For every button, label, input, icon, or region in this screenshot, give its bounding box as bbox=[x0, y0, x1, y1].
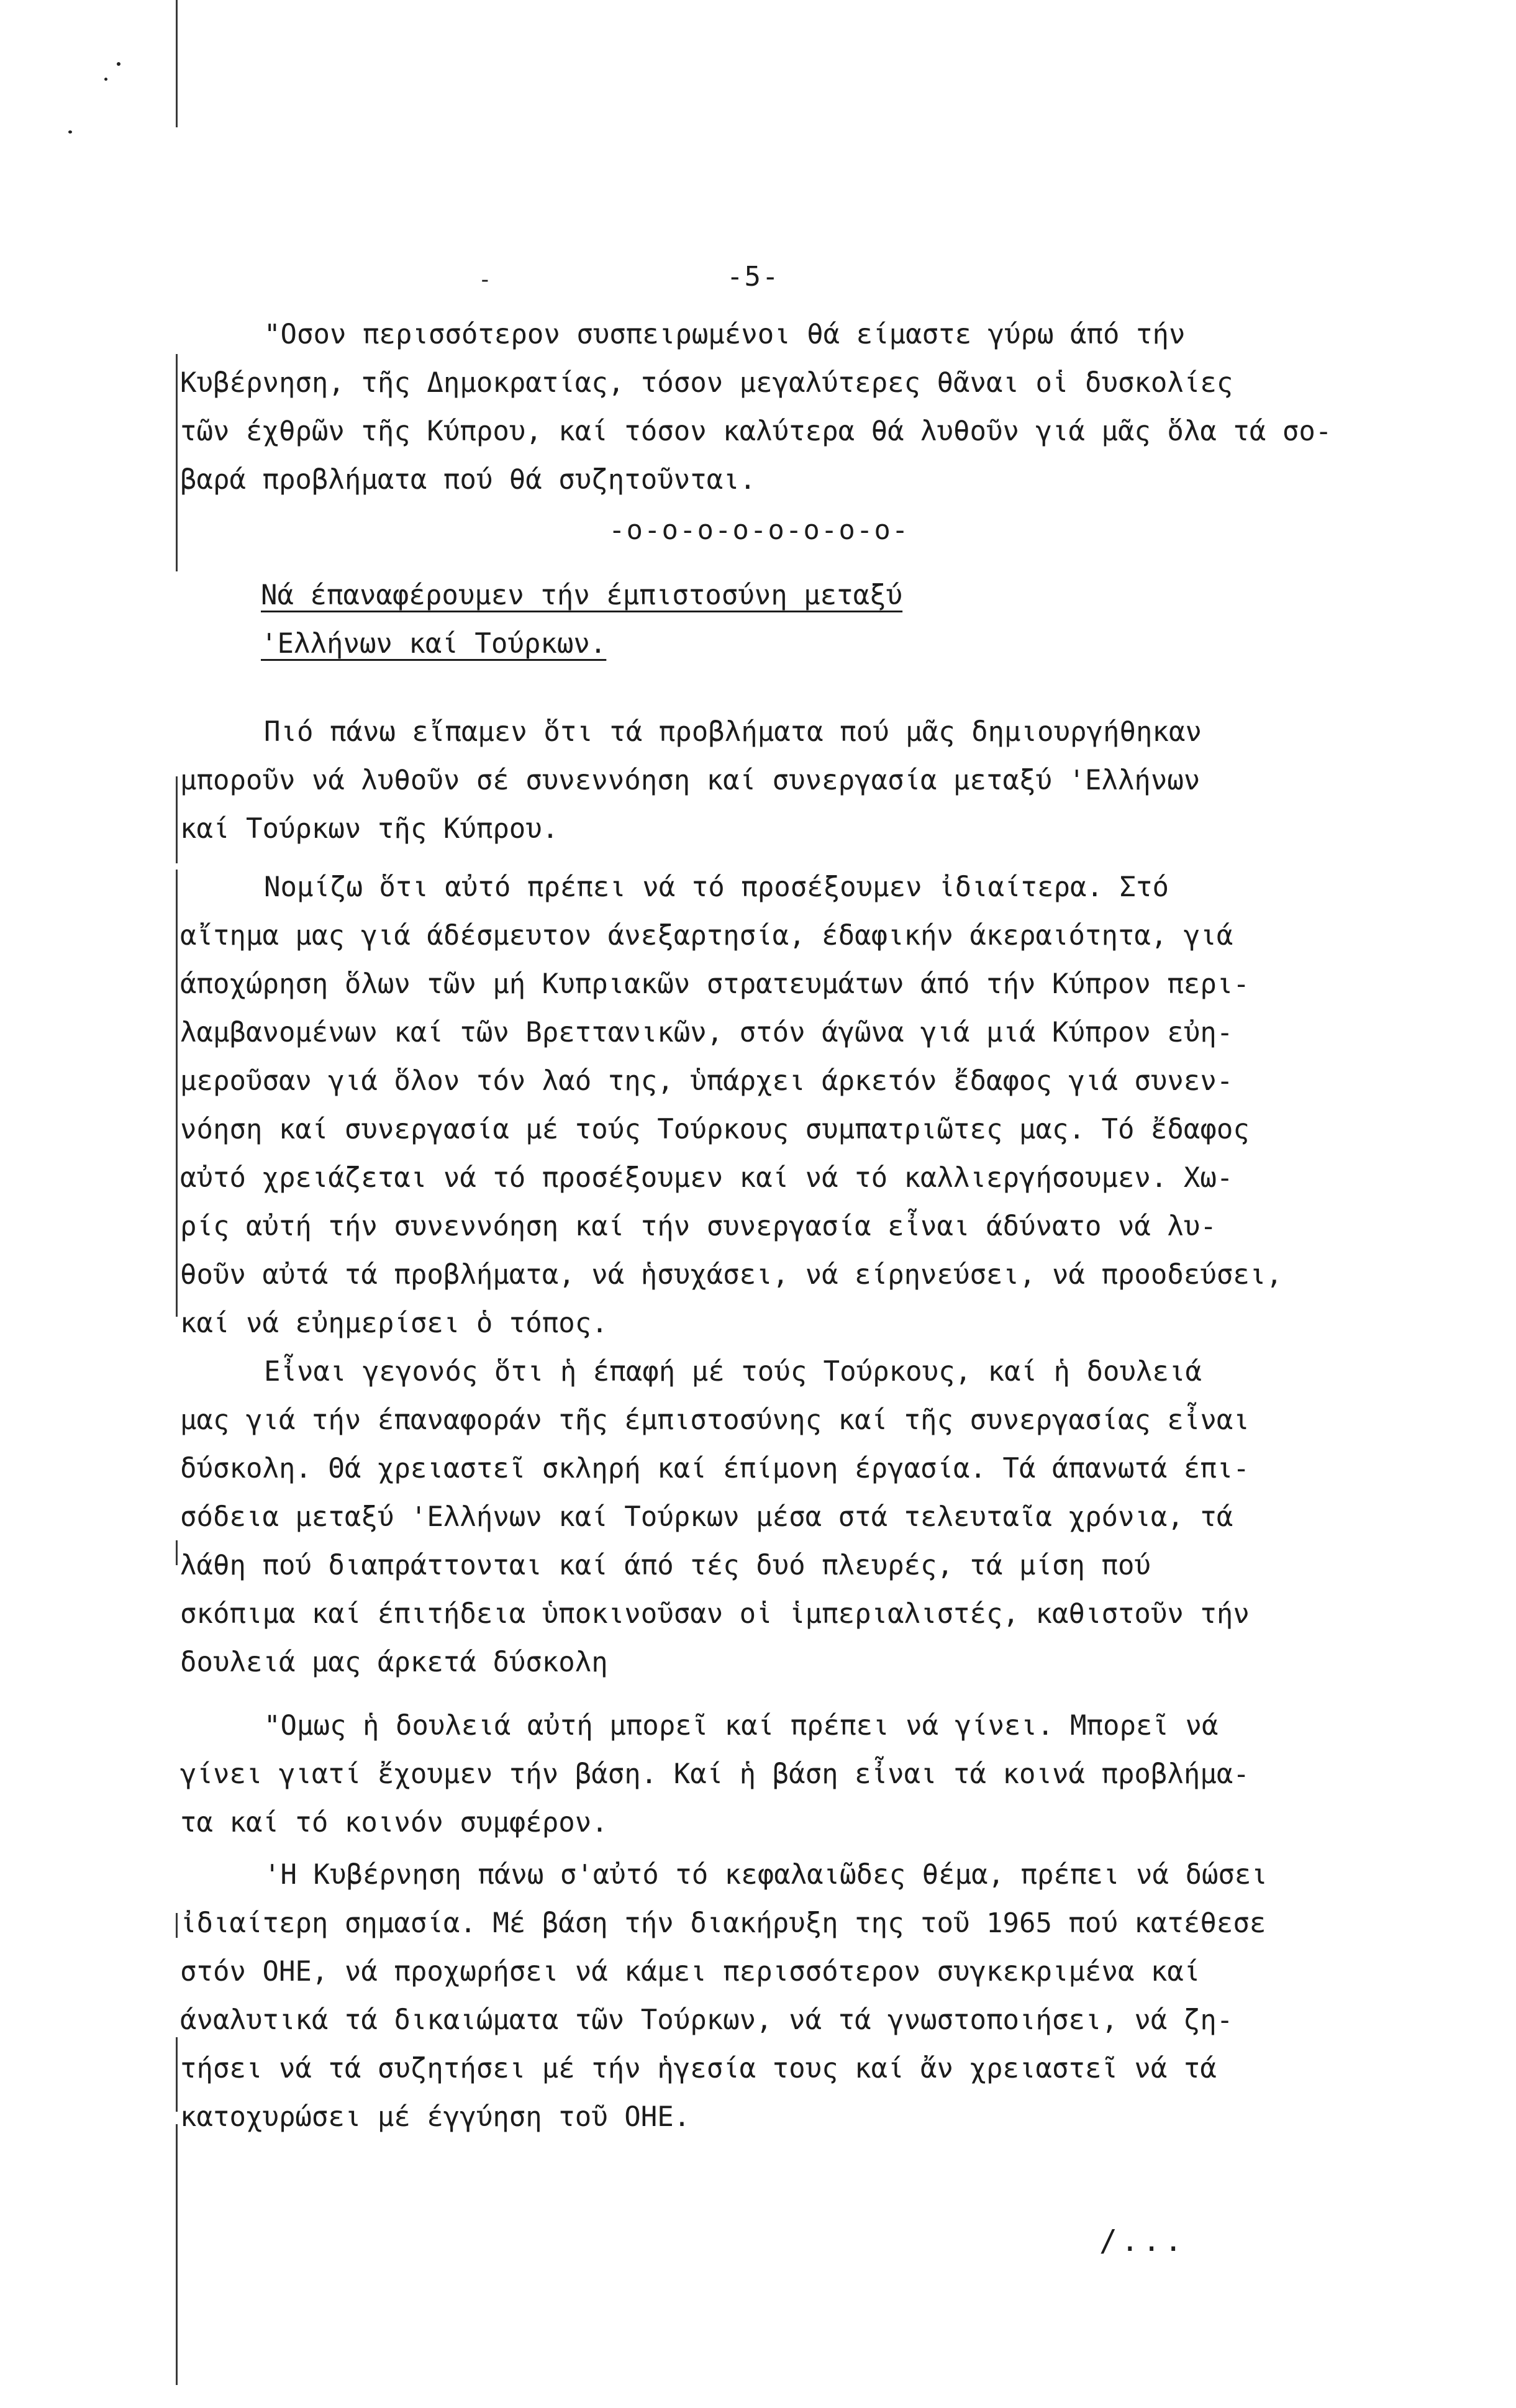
text-line: ἰδιαίτερη σημασία. Μέ βάση τήν διακήρυξη της τοῦ 1965 πού κατέθεσε bbox=[180, 1907, 1266, 1939]
text-line: νόηση καί συνεργασία μέ τούς Τούρκους συμπατριῶτες μας. Τό ἔδαφος bbox=[180, 1114, 1250, 1145]
text-line: δύσκολη. Θά χρειαστεῖ σκληρή καί έπίμονη έργασία. Τά άπανωτά έπι- bbox=[180, 1453, 1250, 1484]
paragraph-3 bbox=[180, 863, 1466, 1348]
continuation-mark: /... bbox=[1099, 2224, 1186, 2258]
text-line: τῶν έχθρῶν τῆς Κύπρου, καί τόσον καλύτερα θά λυθοῦν γιά μᾶς ὅλα τά σο- bbox=[180, 416, 1332, 447]
text-line: βαρά προβλήματα πού θά συζητοῦνται. bbox=[180, 464, 756, 496]
margin-line bbox=[176, 2037, 178, 2112]
text-line: θοῦν αὐτά τά προβλήματα, νά ἡσυχάσει, νά είρηνεύσει, νά προοδεύσει, bbox=[180, 1259, 1282, 1291]
text-line: καί νά εὐημερίσει ὁ τόπος. bbox=[180, 1307, 608, 1339]
text-line: ρίς αὐτή τήν συνεννόηση καί τήν συνεργασία εἶναι άδύνατο νά λυ- bbox=[180, 1211, 1217, 1242]
margin-line bbox=[176, 354, 178, 571]
text-line: Εἶναι γεγονός ὅτι ἡ έπαφή μέ τούς Τούρκους, καί ἡ δουλειά bbox=[264, 1356, 1202, 1388]
margin-line bbox=[176, 2124, 178, 2385]
margin-line bbox=[176, 1913, 178, 1938]
text-line: λαμβανομένων καί τῶν Βρεττανικῶν, στόν άγῶνα γιά μιά Κύπρον εὐη- bbox=[180, 1017, 1233, 1048]
text-line: μεροῦσαν γιά ὅλον τόν λαό της, ὑπάρχει άρκετόν ἔδαφος γιά συνεν- bbox=[180, 1065, 1233, 1097]
text-line: Πιό πάνω εἴπαμεν ὅτι τά προβλήματα πού μᾶς δημιουργήθηκαν bbox=[264, 716, 1202, 748]
heading-line bbox=[180, 571, 1466, 620]
scan-speck bbox=[104, 78, 107, 81]
text-line: λάθη πού διαπράττονται καί άπό τές δυό πλευρές, τά μίση πού bbox=[180, 1550, 1151, 1581]
text-line: άναλυτικά τά δικαιώματα τῶν Τούρκων, νά τά γνωστοποιήσει, νά ζη- bbox=[180, 2004, 1233, 2036]
text-line: αἴτημα μας γιά άδέσμευτον άνεξαρτησία, έδαφικήν άκεραιότητα, γιά bbox=[180, 920, 1233, 952]
text-line: Κυβέρνηση, τῆς Δημοκρατίας, τόσον μεγαλύτερες θᾶναι οἱ δυσκολίες bbox=[180, 367, 1233, 399]
margin-line bbox=[176, 870, 178, 1317]
text-line: Νομίζω ὅτι αὐτό πρέπει νά τό προσέξουμεν ἰδιαίτερα. Στό bbox=[264, 871, 1169, 903]
paragraph-6 bbox=[180, 1851, 1466, 2142]
text-line: στόν ΟΗΕ, νά προχωρήσει νά κάμει περισσότερον συγκεκριμένα καί bbox=[180, 1956, 1201, 1988]
text-line: γίνει γιατί ἔχουμεν τήν βάση. Καί ἡ βάση εἶναι τά κοινά προβλήμα- bbox=[180, 1758, 1250, 1790]
heading-text: Νά έπαναφέρουμεν τήν έμπιστοσύνη μεταξύ bbox=[261, 579, 903, 611]
text-line: τήσει νά τά συζητήσει μέ τήν ἡγεσία τους καί ἄν χρειαστεῖ νά τά bbox=[180, 2053, 1217, 2084]
margin-line bbox=[176, 0, 178, 127]
scan-speck bbox=[68, 130, 72, 134]
paragraph-1 bbox=[180, 311, 1466, 504]
text-line: κατοχυρώσει μέ έγγύηση τοῦ ΟΗΕ. bbox=[180, 2101, 691, 2133]
margin-line bbox=[176, 1540, 178, 1565]
heading-text: 'Ελλήνων καί Τούρκων. bbox=[261, 628, 607, 660]
text-line: άποχώρηση ὅλων τῶν μή Κυπριακῶν στρατευμάτων άπό τήν Κύπρον περι- bbox=[180, 968, 1250, 1000]
text-line: σκόπιμα καί έπιτήδεια ὑποκινοῦσαν οἱ ἱμπεριαλιστές, καθιστοῦν τήν bbox=[180, 1598, 1250, 1630]
top-mark: - bbox=[478, 267, 492, 293]
text-line: δουλειά μας άρκετά δύσκολη bbox=[180, 1647, 608, 1678]
scan-speck bbox=[117, 62, 120, 66]
page-number: -5- bbox=[727, 261, 780, 293]
heading-line bbox=[180, 620, 1466, 668]
text-line: "Ομως ἡ δουλειά αὐτή μπορεῖ καί πρέπει νά γίνει. Μπορεῖ νά bbox=[264, 1710, 1219, 1742]
section-separator: -o-o-o-o-o-o-o-o- bbox=[609, 514, 910, 546]
text-line: αὐτό χρειάζεται νά τό προσέξουμεν καί νά τό καλλιεργήσουμεν. Χω- bbox=[180, 1162, 1233, 1194]
text-line: μποροῦν νά λυθοῦν σέ συνεννόηση καί συνεργασία μεταξύ 'Ελλήνων bbox=[180, 765, 1201, 796]
text-line: "Οσον περισσότερον συσπειρωμένοι θά είμαστε γύρω άπό τήν bbox=[264, 319, 1186, 350]
margin-line bbox=[176, 776, 178, 863]
section-heading bbox=[180, 571, 1466, 668]
text-line: σόδεια μεταξύ 'Ελλήνων καί Τούρκων μέσα στά τελευταῖα χρόνια, τά bbox=[180, 1501, 1233, 1533]
text-line: 'Η Κυβέρνηση πάνω σ'αὐτό τό κεφαλαιῶδες θέμα, πρέπει νά δώσει bbox=[264, 1859, 1268, 1891]
paragraph-2 bbox=[180, 708, 1466, 853]
paragraph-5 bbox=[180, 1702, 1466, 1847]
paragraph-4 bbox=[180, 1348, 1466, 1687]
text-line: τα καί τό κοινόν συμφέρον. bbox=[180, 1807, 608, 1838]
text-line: καί Τούρκων τῆς Κύπρου. bbox=[180, 813, 559, 845]
text-line: μας γιά τήν έπαναφοράν τῆς έμπιστοσύνης καί τῆς συνεργασίας εἶναι bbox=[180, 1404, 1250, 1436]
